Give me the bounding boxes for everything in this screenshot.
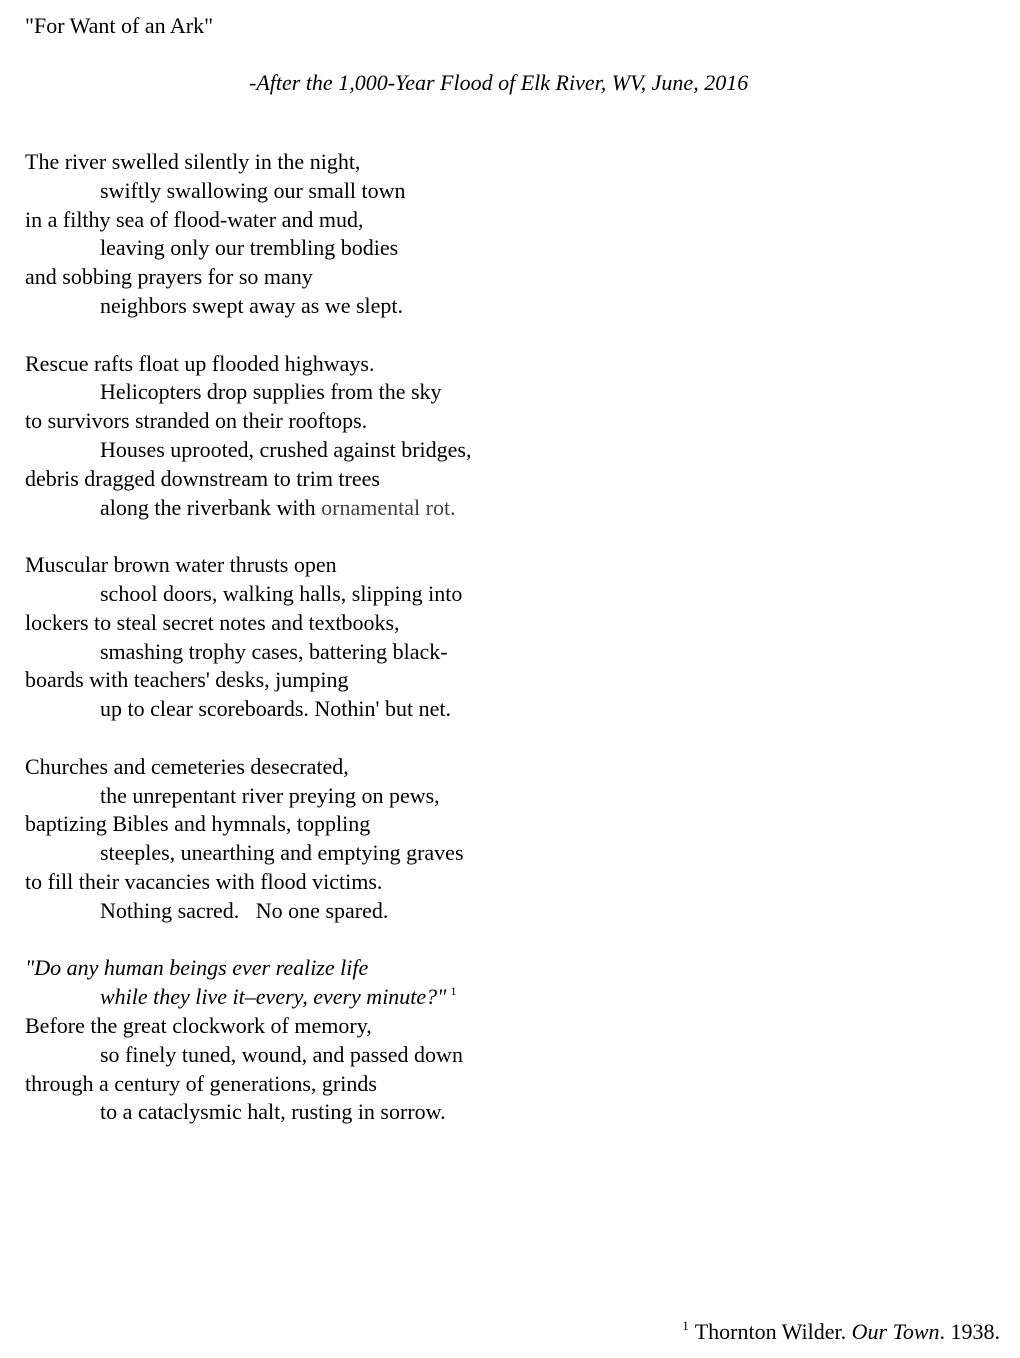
poem-line: Nothing sacred. No one spared.	[100, 897, 389, 923]
poem-line: neighbors swept away as we slept.	[100, 292, 404, 318]
poem-line: the unrepentant river preying on pews,	[100, 782, 440, 808]
poem-line: smashing trophy cases, battering black-	[100, 638, 448, 664]
poem-line: up to clear scoreboards. Nothin' but net.	[100, 696, 451, 722]
footnote	[682, 1318, 1000, 1346]
poem-line: Before the great clockwork of memory,	[25, 1012, 372, 1038]
poem-line: school doors, walking halls, slipping into	[100, 580, 463, 606]
footnote-author: Thornton Wilder.	[694, 1319, 847, 1344]
poem-line: Helicopters drop supplies from the sky	[100, 379, 442, 405]
poem-line: to survivors stranded on their rooftops.	[25, 408, 368, 434]
poem-line: to a cataclysmic halt, rusting in sorrow.	[100, 1099, 446, 1125]
epigraph: -After the 1,000-Year Flood of Elk River, WV, June, 2016	[249, 70, 749, 95]
quote-text: while they live it–every, every minute?"	[100, 984, 447, 1010]
poem-line: The river swelled silently in the night,	[25, 149, 361, 174]
stanza-1	[25, 148, 925, 321]
poem-line: lockers to steal secret notes and textbooks,	[25, 609, 400, 635]
ornamental-rot-text: ornamental rot.	[321, 494, 456, 520]
quote-line: "Do any human beings ever realize life	[25, 955, 369, 981]
footnote-work-title: Our Town	[851, 1319, 940, 1344]
poem-line: swiftly swallowing our small town	[100, 177, 406, 203]
poem-line: Muscular brown water thrusts open	[25, 552, 337, 578]
quote-line	[25, 983, 925, 1012]
poem-line: steeples, unearthing and emptying graves	[100, 840, 464, 866]
line-text: along the riverbank with	[100, 494, 322, 520]
poem-line: boards with teachers' desks, jumping	[25, 667, 349, 693]
poem-body	[25, 148, 925, 1156]
stanza-5	[25, 954, 925, 1127]
poem-line: Houses uprooted, crushed against bridges,	[100, 436, 472, 462]
poem-line: through a century of generations, grinds	[25, 1070, 377, 1096]
poem-line: Churches and cemeteries desecrated,	[25, 753, 349, 779]
poem-line	[25, 494, 925, 523]
footnote-year: . 1938.	[939, 1319, 1000, 1344]
poem-line: leaving only our trembling bodies	[100, 235, 399, 261]
poem-line: in a filthy sea of flood-water and mud,	[25, 206, 364, 232]
footnote-reference: 1	[450, 984, 457, 999]
stanza-4	[25, 753, 925, 926]
poem-line: Rescue rafts float up flooded highways.	[25, 350, 375, 376]
poem-line: and sobbing prayers for so many	[25, 264, 313, 290]
stanza-3	[25, 551, 925, 724]
poem-line: so finely tuned, wound, and passed down	[100, 1041, 463, 1067]
poem-title: "For Want of an Ark"	[25, 13, 214, 38]
poem-line: to fill their vacancies with flood victims.	[25, 868, 383, 894]
stanza-2	[25, 350, 925, 523]
poem-line: baptizing Bibles and hymnals, toppling	[25, 811, 371, 837]
footnote-number: 1	[682, 1318, 689, 1333]
poem-line: debris dragged downstream to trim trees	[25, 465, 380, 491]
